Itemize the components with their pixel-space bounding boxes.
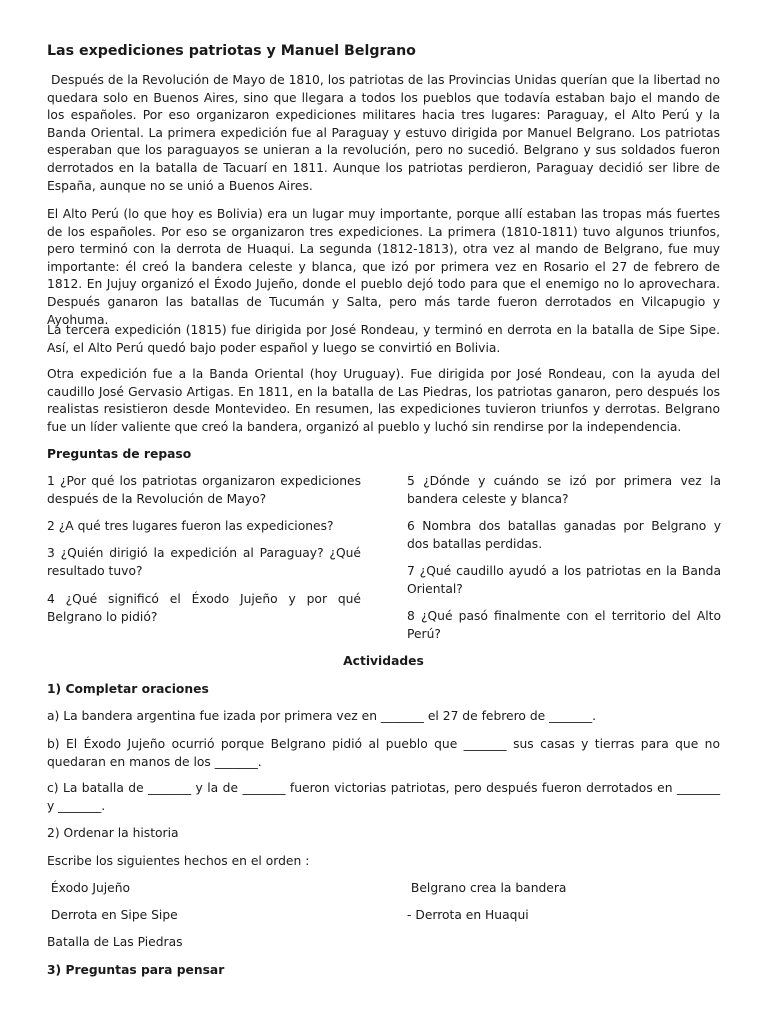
event-belgrano-bandera: Belgrano crea la bandera	[407, 881, 567, 895]
review-question-4: 4 ¿Qué significó el Éxodo Jujeño y por qué Belgrano lo pidió?	[47, 592, 361, 624]
order-instruction: Escribe los siguientes hechos en el orden :	[47, 854, 310, 868]
order-history-heading: 2) Ordenar la historia	[47, 826, 179, 840]
review-question-6: 6 Nombra dos batallas ganadas por Belgrano y dos batallas perdidas.	[407, 519, 721, 551]
review-question-3: 3 ¿Quién dirigió la expedición al Paraguay? ¿Qué resultado tuvo?	[47, 546, 361, 578]
think-questions-heading: 3) Preguntas para pensar	[47, 963, 225, 977]
event-sipe-sipe: Derrota en Sipe Sipe	[47, 908, 178, 922]
paragraph-third-expedition: La tercera expedición (1815) fue dirigida por José Rondeau, y terminó en derrota en la batalla de Sipe Sipe. Así, el Alto Perú quedó bajo poder español y luego se convirtió en Bolivia.	[47, 323, 720, 355]
page-title: Las expediciones patriotas y Manuel Belgrano	[47, 43, 416, 59]
paragraph-alto-peru: El Alto Perú (lo que hoy es Bolivia) era un lugar muy importante, porque allí estaban las tropas más fuertes de los españoles. Por eso se organizaron tres expediciones. La primera (1810-1811) tuvo algunos triunfos, pero terminó con la derrota de Huaqui. La segunda (1812-1813), otra vez al mando de Belgrano, fue muy importante: él creó la bandera celeste y blanca, que izó por primera vez en Rosario el 27 de febrero de 1812. En Jujuy organizó el Éxodo Jujeño, donde el pueblo dejó todo para que el enemigo no lo aprovechara. Después ganaron las batallas de Tucumán y Salta, pero más tarde fueron derrotados en Vilcapugio y Ayohuma.	[47, 207, 720, 327]
review-question-5: 5 ¿Dónde y cuándo se izó por primera vez la bandera celeste y blanca?	[407, 474, 721, 506]
activities-heading: Actividades	[343, 654, 424, 668]
sentence-c: c) La batalla de _______ y la de _______ fueron victorias patriotas, pero después fueron derrotados en _______ y _______.	[47, 781, 720, 813]
review-question-8: 8 ¿Qué pasó finalmente con el territorio del Alto Perú?	[407, 609, 721, 641]
sentence-b: b) El Éxodo Jujeño ocurrió porque Belgrano pidió al pueblo que _______ sus casas y tierras para que no quedaran en manos de los _______.	[47, 737, 720, 769]
event-exodo-jujeno: Éxodo Jujeño	[47, 881, 131, 895]
paragraph-banda-oriental: Otra expedición fue a la Banda Oriental (hoy Uruguay). Fue dirigida por José Rondeau, con la ayuda del caudillo José Gervasio Artigas. En 1811, en la batalla de Las Piedras, los patriotas ganaron, pero después los realistas resistieron desde Montevideo. En resumen, las expediciones tuvieron triunfos y derrotas. Belgrano fue un líder valiente que creó la bandera, organizó al pueblo y luchó sin rendirse por la independencia.	[47, 367, 720, 434]
review-question-7: 7 ¿Qué caudillo ayudó a los patriotas en la Banda Oriental?	[407, 564, 721, 596]
complete-sentences-heading: 1) Completar oraciones	[47, 682, 209, 696]
sentence-a: a) La bandera argentina fue izada por primera vez en _______ el 27 de febrero de _______.	[47, 709, 597, 723]
review-heading: Preguntas de repaso	[47, 447, 192, 461]
paragraph-intro: Después de la Revolución de Mayo de 1810, los patriotas de las Provincias Unidas querían que la libertad no quedara solo en Buenos Aires, sino que llegara a todos los pueblos que todavía estaban bajo el mando de los españoles. Por eso organizaron expediciones militares hacia tres lugares: Paraguay, el Alto Perú y la Banda Oriental. La primera expedición fue al Paraguay y estuvo dirigida por Manuel Belgrano. Los patriotas esperaban que los paraguayos se unieran a la revolución, pero no sucedió. Belgrano y sus soldados fueron derrotados en la batalla de Tacuarí en 1811. Aunque los patriotas perdieron, Paraguay decidió ser libre de España, aunque no se unió a Buenos Aires.	[47, 73, 720, 193]
event-huaqui: - Derrota en Huaqui	[407, 908, 529, 922]
event-las-piedras: Batalla de Las Piedras	[47, 935, 183, 949]
review-question-2: 2 ¿A qué tres lugares fueron las expediciones?	[47, 519, 334, 533]
review-question-1: 1 ¿Por qué los patriotas organizaron expediciones después de la Revolución de Mayo?	[47, 474, 361, 506]
